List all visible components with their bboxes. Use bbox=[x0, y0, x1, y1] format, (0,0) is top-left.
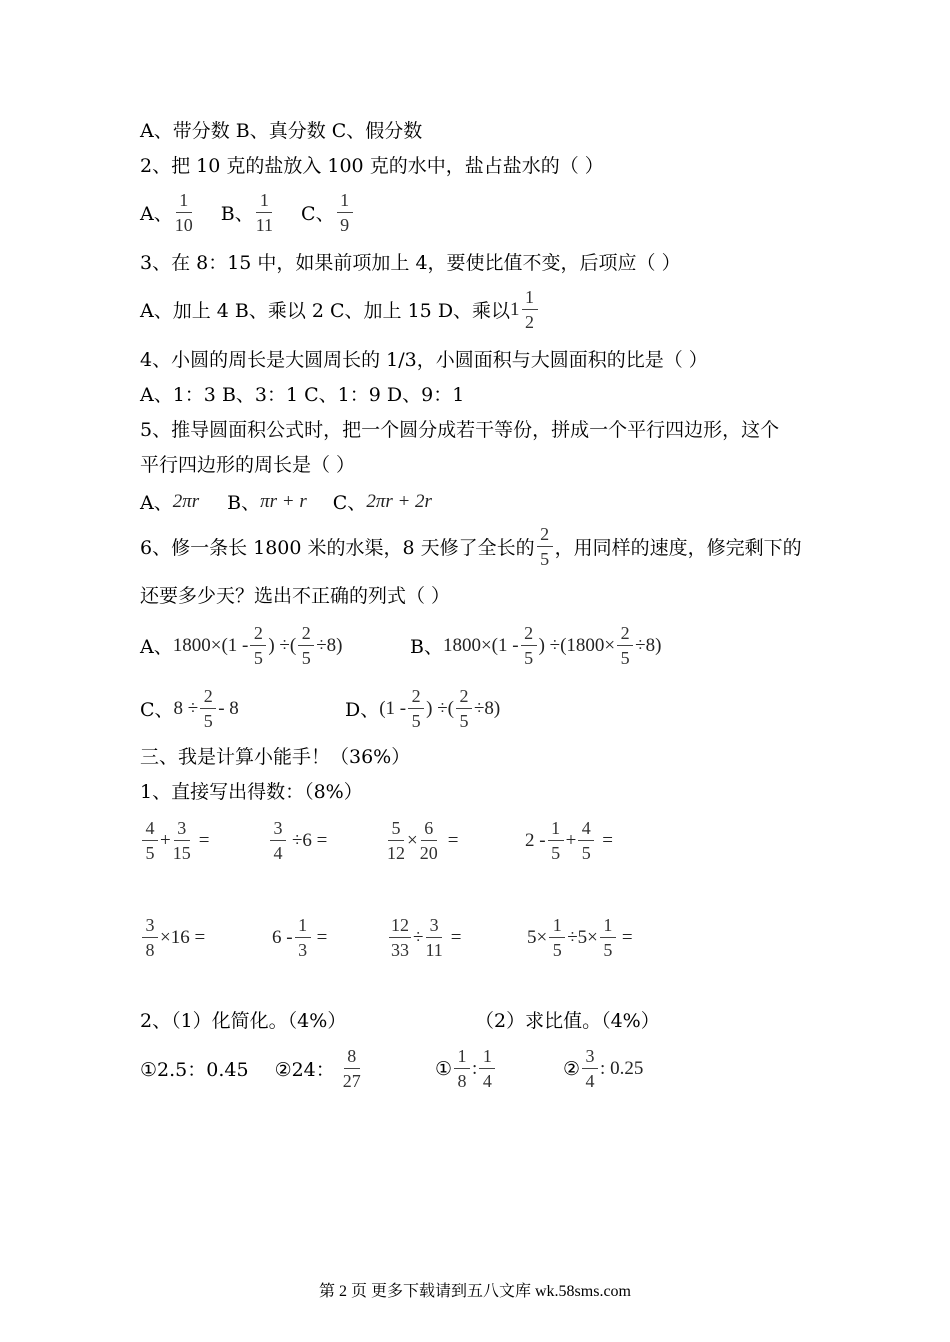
section3-sub2b: （2）求比值。（4%） bbox=[475, 1010, 660, 1032]
q5-option-c-label: C、 bbox=[332, 492, 367, 514]
calc-r1-c3: $\frac{5}{12}$ × $\frac{6}{20}$ = bbox=[387, 818, 459, 863]
q5-option-a-label: A、 bbox=[140, 492, 173, 514]
simplify-item-2: ②24： bbox=[274, 1059, 335, 1081]
calc-r1-c2: $\frac{3}{4}$ ÷6 = bbox=[268, 818, 327, 863]
simplify-item-1: ①2.5：0.45 bbox=[140, 1059, 249, 1081]
q3-options bbox=[140, 287, 540, 332]
q2-option-b-label: B、 bbox=[220, 203, 254, 225]
calc-r2-c4: 5× $\frac{1}{5}$ ÷5× $\frac{1}{5}$ = bbox=[527, 915, 633, 960]
q5-stem-line1: 5、推导圆面积公式时，把一个圆分成若干等份，拼成一个平行四边形，这个 bbox=[140, 419, 780, 441]
q6-option-a: A、 1800×(1 - $\frac{2}{5}$ ) ÷( $\frac{2}{5}$ ÷8) bbox=[140, 623, 343, 668]
q5-options bbox=[140, 488, 432, 515]
q2-option-b-fraction: $\frac{1}{11}$ bbox=[255, 190, 274, 235]
simplify-item-2-fraction: $\frac{8}{27}$ bbox=[342, 1046, 361, 1091]
simplify-items bbox=[140, 1046, 363, 1091]
q1-options: A、带分数 B、真分数 C、假分数 bbox=[140, 120, 423, 142]
q6-option-b: B、 1800×(1 - $\frac{2}{5}$ ) ÷(1800× $\frac{2}{5}$ ÷8) bbox=[410, 623, 662, 668]
q5-option-a-expr: 2πr bbox=[172, 490, 200, 512]
q5-stem-line2: 平行四边形的周长是（ ） bbox=[140, 454, 356, 476]
calc-r1-c4: 2 - $\frac{1}{5}$ + $\frac{4}{5}$ = bbox=[525, 818, 614, 863]
q4-stem: 4、小圆的周长是大圆周长的 1/3，小圆面积与大圆面积的比是（ ） bbox=[140, 349, 708, 371]
calc-r2-c2: 6 - $\frac{1}{3}$ = bbox=[272, 915, 328, 960]
q3-options-text: A、加上 4 B、乘以 2 C、加上 15 D、乘以 bbox=[140, 300, 511, 322]
calc-r2-c3: $\frac{12}{33}$ ÷ $\frac{3}{11}$ = bbox=[391, 915, 462, 960]
calc-r1-c1: $\frac{4}{5}$ + $\frac{3}{15}$ = bbox=[140, 818, 209, 863]
q5-option-c-expr: 2πr + 2r bbox=[366, 490, 432, 512]
q5-option-b-expr: πr + r bbox=[260, 490, 307, 512]
q2-options bbox=[140, 190, 355, 235]
q3-option-d-mixed-number: 1 $\frac{1}{2}$ bbox=[510, 287, 540, 332]
section3-title: 三、我是计算小能手！（36%） bbox=[140, 746, 411, 768]
q2-option-c-fraction: $\frac{1}{9}$ bbox=[337, 190, 353, 235]
q6-option-d: D、 (1 - $\frac{2}{5}$ ) ÷( $\frac{2}{5}$ ÷8) bbox=[345, 686, 501, 731]
q6-option-c: C、 8 ÷ $\frac{2}{5}$ - 8 bbox=[140, 686, 239, 731]
calc-r2-c1: $\frac{3}{8}$ ×16 = bbox=[140, 915, 205, 960]
page-footer: 第 2 页 更多下载请到五八文库 wk.58sms.com bbox=[318, 1283, 631, 1300]
q2-stem: 2、把 10 克的盐放入 100 克的水中，盐占盐水的（ ） bbox=[140, 155, 604, 177]
q2-option-a-label: A、 bbox=[140, 203, 173, 225]
q6-stem-fraction: $\frac{2}{5}$ bbox=[537, 524, 553, 569]
q5-option-b-label: B、 bbox=[227, 492, 261, 514]
q2-option-c-label: C、 bbox=[301, 203, 335, 225]
q4-options: A、1：3 B、3：1 C、1：9 D、9：1 bbox=[140, 384, 465, 406]
q2-option-a-fraction: $\frac{1}{10}$ bbox=[174, 190, 193, 235]
ratio-item-1: ① $\frac{1}{8}$ : $\frac{1}{4}$ bbox=[435, 1046, 497, 1091]
section3-sub1: 1、直接写出得数：（8%） bbox=[140, 781, 363, 803]
q6-stem-line2: 还要多少天？选出不正确的列式（ ） bbox=[140, 585, 451, 607]
ratio-item-2: ② $\frac{3}{4}$ : 0.25 bbox=[563, 1046, 644, 1091]
section3-sub2a: 2、（1）化简化。（4%） bbox=[140, 1010, 347, 1032]
q3-stem: 3、在 8：15 中，如果前项加上 4，要使比值不变，后项应（ ） bbox=[140, 252, 681, 274]
q6-stem-line1: 6、修一条长 1800 米的水渠，8 天修了全长的 $\frac{2}{5}$ ，用同样的速度，修完剩下的 bbox=[140, 524, 802, 569]
